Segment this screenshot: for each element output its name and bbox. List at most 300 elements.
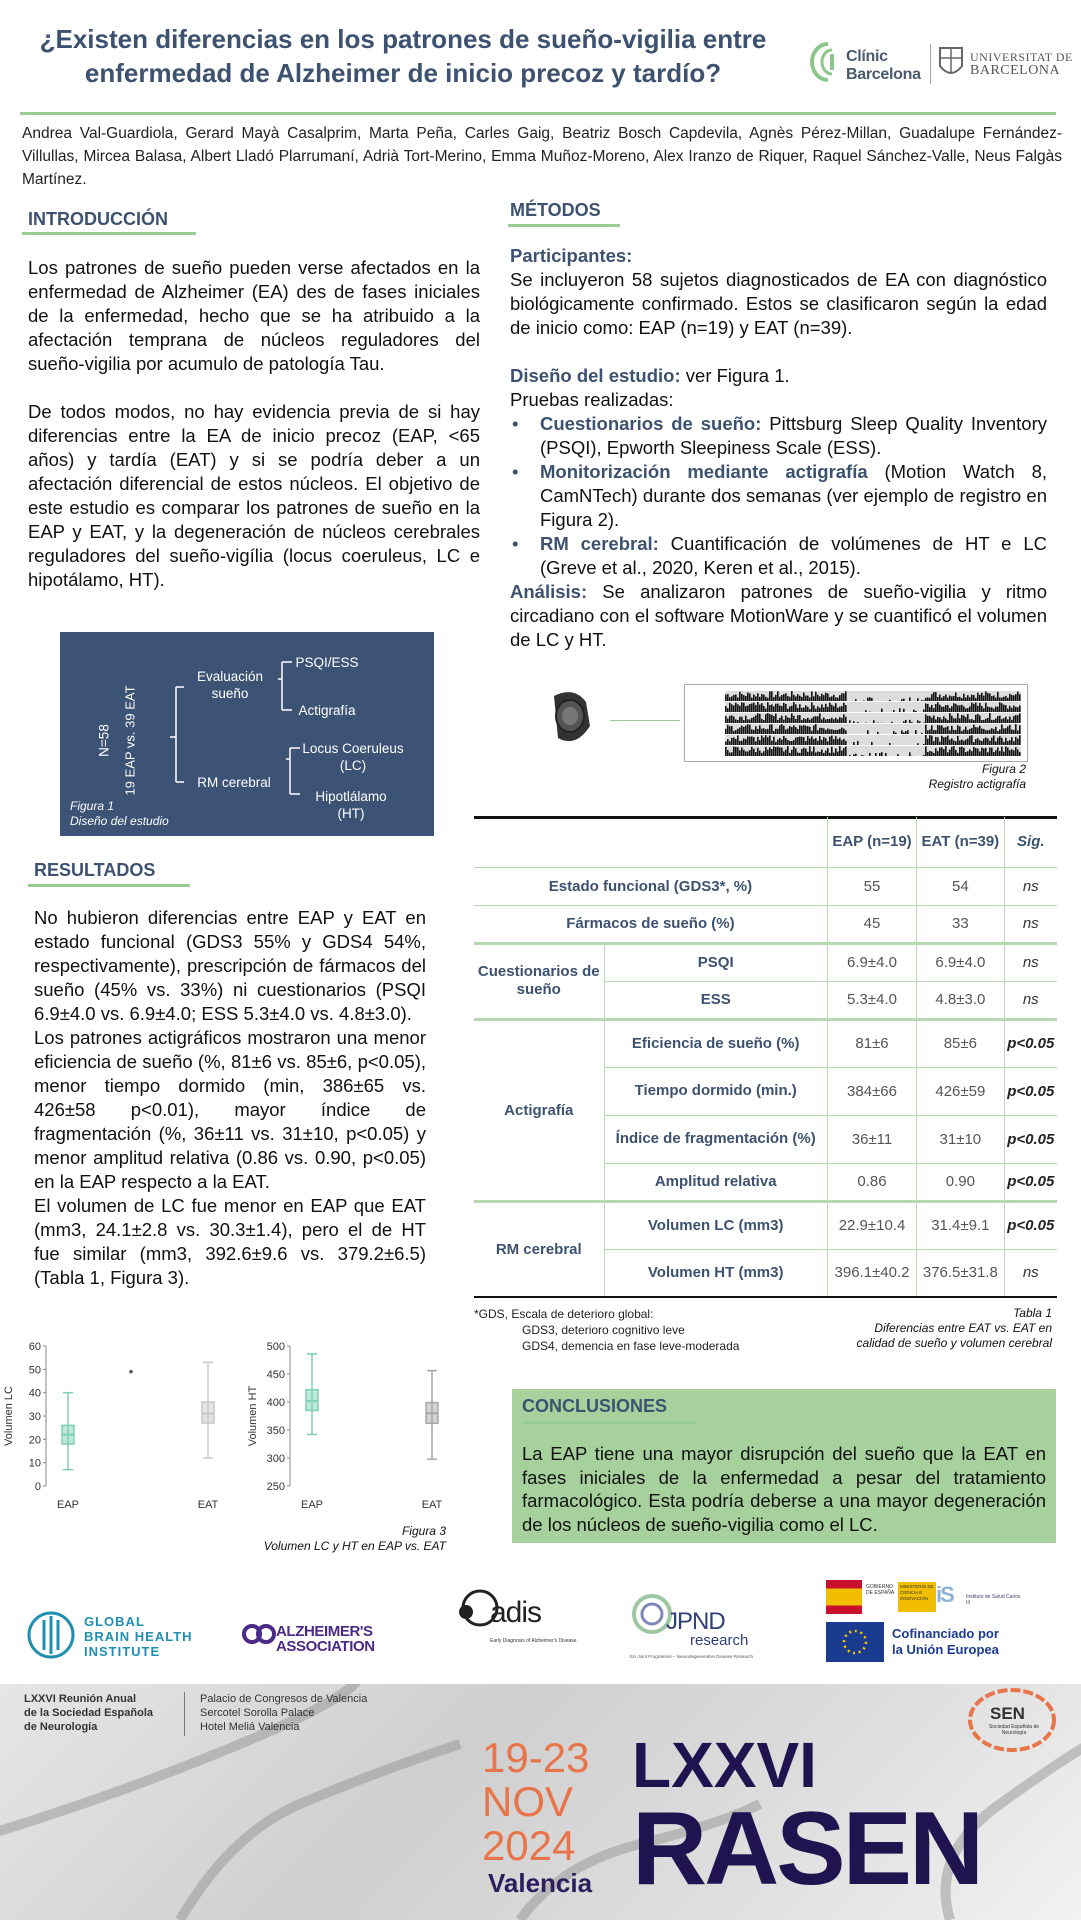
activity-bar — [771, 691, 773, 701]
activity-bar — [813, 696, 815, 701]
table-caption-1: Tabla 1 — [1013, 1306, 1052, 1320]
activity-bar — [941, 707, 943, 712]
figure-1-caption-2: Diseño del estudio — [70, 814, 169, 828]
activity-bar — [1019, 694, 1021, 701]
row-eap: 396.1±40.2 — [827, 1249, 916, 1297]
activity-bar — [1013, 741, 1015, 745]
activity-bar — [843, 693, 845, 701]
activity-bar — [981, 706, 983, 712]
activity-bar — [739, 692, 741, 701]
activity-bar — [947, 698, 949, 701]
activity-bar — [977, 706, 979, 712]
activity-bar — [813, 739, 815, 745]
activity-bar — [839, 746, 841, 756]
activity-bar — [763, 720, 765, 723]
activity-bar — [725, 742, 727, 745]
methods-text — [510, 244, 1047, 652]
activity-bar — [993, 720, 995, 723]
activity-bar — [767, 729, 769, 734]
activity-bar — [1019, 713, 1021, 723]
jpnd-logo — [630, 1592, 764, 1672]
activity-bar — [1003, 729, 1005, 734]
activity-bar — [825, 719, 827, 723]
results-heading-underline — [28, 884, 190, 887]
footnote-3: GDS4, demencia en fase leve-moderada — [522, 1339, 740, 1353]
activity-bar — [937, 702, 939, 712]
activity-bar — [801, 737, 803, 745]
activity-bar — [999, 729, 1001, 734]
activity-bar — [975, 748, 977, 756]
activity-bar — [829, 729, 831, 734]
activity-bar — [937, 725, 939, 734]
activity-bar — [903, 709, 905, 712]
activity-bar — [949, 750, 951, 756]
row-eap: 45 — [827, 905, 916, 943]
activity-bar — [845, 691, 847, 701]
activity-bar — [983, 729, 985, 734]
row-label: Volumen HT (mm3) — [604, 1249, 827, 1297]
activity-bar — [903, 732, 905, 734]
logo-separator — [930, 44, 931, 84]
table-row — [474, 905, 1057, 943]
activity-bar — [897, 754, 899, 756]
activity-bar — [987, 730, 989, 734]
activity-bar — [783, 720, 785, 723]
activity-bar — [803, 718, 805, 723]
activity-bar — [775, 704, 777, 712]
activity-bar — [957, 713, 959, 723]
activity-bar — [1013, 716, 1015, 723]
activity-bar — [805, 749, 807, 756]
activity-bar — [821, 749, 823, 756]
activity-bar — [743, 695, 745, 701]
table-header-sig: Sig. — [1004, 817, 1057, 867]
activity-bar — [809, 727, 811, 734]
activity-bar — [925, 703, 927, 712]
activity-bar — [993, 709, 995, 712]
poster-title — [8, 22, 798, 90]
activity-bar — [937, 717, 939, 723]
activity-bar — [951, 706, 953, 712]
activity-bar — [795, 704, 797, 712]
activity-bar — [773, 737, 775, 745]
activity-bar — [737, 736, 739, 745]
activity-bar — [935, 719, 937, 723]
activity-bar — [783, 694, 785, 701]
activity-bar — [953, 696, 955, 701]
activity-bar — [967, 738, 969, 745]
activity-bar — [1013, 706, 1015, 712]
activity-bar — [827, 728, 829, 734]
activity-bar — [997, 707, 999, 712]
activity-bar — [741, 717, 743, 723]
activity-bar — [791, 741, 793, 745]
isciii-icon: iS — [936, 1582, 953, 1607]
clinic-barcelona-logo — [806, 40, 924, 90]
y-tick-label: 60 — [28, 1341, 41, 1353]
activity-bar — [1009, 750, 1011, 756]
x-tick-label: EAP — [300, 1499, 324, 1511]
row-eat: 426±59 — [917, 1067, 1004, 1115]
activity-bar — [989, 730, 991, 734]
methods-section-header — [510, 200, 601, 221]
activity-bar — [989, 748, 991, 756]
gbhi-text-3: INSTITUTE — [84, 1644, 161, 1659]
activity-bar — [1001, 719, 1003, 723]
y-axis-label: Volumen HT — [247, 1385, 259, 1447]
activity-bar — [843, 748, 845, 756]
activity-bar — [781, 740, 783, 745]
activity-bar — [941, 698, 943, 701]
activity-bar — [777, 740, 779, 745]
methods-heading-underline — [508, 224, 620, 227]
activity-bar — [901, 730, 903, 734]
activity-bar — [869, 697, 871, 701]
activity-bar — [807, 736, 809, 745]
activity-bar — [931, 736, 933, 745]
activity-bar — [803, 737, 805, 745]
table-footnote — [474, 1306, 739, 1354]
results-table — [474, 817, 1057, 1298]
activity-bar — [985, 691, 987, 701]
activity-bar — [739, 717, 741, 723]
activity-bar — [935, 737, 937, 745]
activity-bar — [785, 749, 787, 756]
activity-bar — [741, 741, 743, 745]
activity-bar — [809, 720, 811, 723]
activity-bar — [725, 716, 727, 723]
activity-bar — [1003, 705, 1005, 712]
activity-bar — [983, 748, 985, 756]
activity-bar — [795, 719, 797, 723]
activity-bar — [811, 731, 813, 734]
activity-bar — [791, 691, 793, 701]
activity-bar — [915, 730, 917, 734]
activity-bar — [949, 708, 951, 712]
row-sig: p<0.05 — [1004, 1201, 1057, 1249]
activity-bar — [971, 751, 973, 756]
activity-bar — [845, 730, 847, 734]
activity-bar — [807, 726, 809, 734]
activity-bar — [1011, 708, 1013, 712]
intro-section-header — [28, 209, 168, 230]
sponsor-logos — [0, 1572, 1081, 1672]
results-paragraph-3: El volumen de LC fue menor en EAP que EAT (mm3, 24.1±2.8 vs. 30.3±1.4), pero el de HT fue similar (mm3, 392.6±9.6 vs. 379.2±6.5) (Tabla 1, Figura 3). — [34, 1195, 426, 1288]
activity-bar — [1001, 724, 1003, 734]
activity-bar — [911, 722, 913, 723]
activity-bar — [943, 716, 945, 723]
congress-footer — [0, 1684, 1081, 1920]
activity-bar — [979, 726, 981, 734]
activity-bar — [757, 737, 759, 745]
activity-bar — [1001, 703, 1003, 712]
ministerio-text: MINISTERIO DE CIENCIA E INNOVACIÓN — [898, 1582, 936, 1612]
activity-bar — [795, 748, 797, 756]
activity-bar — [1011, 749, 1013, 756]
dates-days: 19-23 — [482, 1734, 590, 1781]
activity-bar — [929, 730, 931, 734]
activity-bar — [805, 741, 807, 745]
activity-bar — [1009, 717, 1011, 723]
activity-bar — [819, 708, 821, 712]
activity-bar — [807, 696, 809, 701]
activity-bar — [727, 718, 729, 723]
activity-bar — [959, 747, 961, 756]
activity-bar — [993, 735, 995, 745]
footnote-1: *GDS, Escala de deterioro global: — [474, 1307, 654, 1321]
activity-bar — [951, 747, 953, 756]
results-heading: RESULTADOS — [34, 860, 156, 880]
activity-bar — [729, 741, 731, 745]
activity-bar — [749, 737, 751, 745]
activity-bar — [939, 725, 941, 734]
activity-bar — [973, 725, 975, 734]
activity-bar — [969, 736, 971, 745]
activity-bar — [915, 711, 917, 712]
activity-bar — [917, 698, 919, 701]
jpnd-small-text: EU Joint Programme – Neurodegenerative Disease Research — [630, 1654, 754, 1659]
activity-bar — [731, 752, 733, 756]
figure-1-hipotalamo: Hipotlálamo (HT) — [315, 789, 387, 821]
activity-bar — [813, 725, 815, 734]
activity-bar — [803, 725, 805, 734]
methods-tests-label: Pruebas realizadas: — [510, 389, 674, 410]
activity-bar — [797, 708, 799, 712]
activity-bar — [741, 726, 743, 734]
activity-bar — [787, 717, 789, 723]
activity-bar — [763, 728, 765, 734]
activity-bar — [833, 706, 835, 712]
activity-bar — [839, 707, 841, 712]
activity-bar — [755, 696, 757, 701]
activity-bar — [827, 693, 829, 701]
activity-bar — [779, 738, 781, 745]
row-label: Eficiencia de sueño (%) — [604, 1019, 827, 1067]
intro-heading: INTRODUCCIÓN — [28, 209, 168, 229]
activity-bar — [975, 727, 977, 734]
methods-analysis-text: Se analizaron patrones de sueño-vigilia y ritmo circadiano con el software MotionWare y se cuantificó el volumen de LC y HT. — [510, 581, 1047, 650]
activity-bar — [947, 726, 949, 734]
activity-bar — [743, 703, 745, 712]
activity-bar — [969, 697, 971, 701]
activity-bar — [913, 710, 915, 712]
activity-bar — [997, 716, 999, 723]
activity-bar — [1015, 737, 1017, 745]
activity-bar — [957, 725, 959, 734]
activity-bar — [777, 720, 779, 723]
activity-bar — [971, 735, 973, 745]
activity-bar — [945, 727, 947, 734]
activity-bar — [749, 750, 751, 756]
activity-bar — [1017, 749, 1019, 756]
activity-bar — [995, 741, 997, 745]
methods-bullet-questionnaires — [510, 412, 1047, 460]
footnote-2: GDS3, deterioro cognitivo leve — [522, 1323, 685, 1337]
clinic-logo-text-2: Barcelona — [846, 66, 921, 83]
eu-text-2: la Unión Europea — [892, 1642, 999, 1657]
activity-bar — [1003, 742, 1005, 745]
activity-bar — [903, 699, 905, 701]
activity-bar — [825, 693, 827, 701]
eu-flag-icon — [826, 1622, 884, 1662]
activity-bar — [759, 751, 761, 756]
activity-bar — [751, 729, 753, 734]
activity-bar — [811, 751, 813, 756]
activity-bar — [1019, 752, 1021, 756]
activity-bar — [893, 731, 895, 734]
activity-bar — [923, 710, 925, 712]
activity-bar — [757, 693, 759, 701]
activity-bar — [1001, 698, 1003, 701]
activity-bar — [787, 729, 789, 734]
activity-bar — [941, 736, 943, 745]
activity-bar — [837, 698, 839, 701]
activity-bar — [923, 755, 925, 756]
activity-bar — [927, 716, 929, 723]
activity-bar — [781, 706, 783, 712]
activity-bar — [817, 730, 819, 734]
activity-bar — [769, 735, 771, 745]
activity-bar — [747, 751, 749, 756]
row-eat: 85±6 — [917, 1019, 1004, 1067]
activity-bar — [871, 742, 873, 745]
table-header-eat: EAT (n=39) — [917, 817, 1004, 867]
activity-bar — [907, 730, 909, 734]
activity-bar — [959, 718, 961, 723]
activity-bar — [823, 718, 825, 723]
actigraphy-record-image — [684, 684, 1028, 762]
activity-bar — [929, 716, 931, 723]
activity-bar — [753, 749, 755, 756]
congress-number: LXXVI — [632, 1729, 817, 1801]
activity-bar — [827, 748, 829, 756]
activity-bar — [793, 702, 795, 712]
activity-bar — [727, 708, 729, 712]
activity-bar — [823, 737, 825, 745]
activity-bar — [979, 751, 981, 756]
figure-1-study-design — [60, 632, 434, 836]
table-header-row — [474, 817, 1057, 867]
activity-bar — [909, 752, 911, 756]
activity-bar — [785, 716, 787, 723]
activity-bar — [1005, 705, 1007, 712]
activity-bar — [845, 741, 847, 745]
activity-bar — [999, 716, 1001, 723]
activity-bar — [997, 731, 999, 734]
activity-bar — [931, 705, 933, 712]
activity-bar — [843, 739, 845, 745]
intro-paragraph-1: Los patrones de sueño pueden verse afectados en la enfermedad de Alzheimer (EA) des de fases iniciales de la enfermedad, hecho que se ha atribuido a la afectación temprana de núcleos reguladores del sueño-vigilia por acumulo de patología Tau. — [28, 257, 480, 374]
activity-bar — [779, 705, 781, 712]
activity-bar — [939, 695, 941, 701]
activity-bar — [981, 741, 983, 745]
activity-bar — [991, 707, 993, 712]
isciii-logo — [936, 1582, 1021, 1614]
activity-bar — [815, 716, 817, 723]
activity-bar — [987, 752, 989, 756]
bullet-2-text: (Motion Watch 8, CamNTech) durante dos semanas (ver ejemplo de registro en Figura 2). — [540, 461, 1047, 530]
activity-bar — [843, 714, 845, 723]
adis-subtext: Early Diagnosis of Alzheimer's Disease — [490, 1638, 577, 1644]
activity-bar — [811, 702, 813, 712]
activity-bar — [841, 740, 843, 745]
adis-text: adis — [490, 1596, 542, 1629]
activity-bar — [935, 748, 937, 756]
activity-bar — [855, 699, 857, 701]
activity-bar — [873, 720, 875, 723]
activity-bar — [965, 708, 967, 712]
activity-bar — [771, 741, 773, 745]
activity-bar — [743, 727, 745, 734]
activity-bar — [797, 715, 799, 723]
activity-bar — [979, 740, 981, 745]
activity-bar — [789, 726, 791, 734]
results-paragraph-2: Los patrones actigráficos mostraron una menor eficiencia de sueño (%, 81±6 vs. 85±6, p<0.05), menor tiempo dormido (min, 386±65 vs. 426±58 p<0.01), mayor índice de fragmentación (%, 36±11 vs. 31±10, p<0.05) y menor amplitud relativa (0.86 vs. 0.90, p<0.05) en la EAP respecto a la EAT. — [34, 1027, 426, 1192]
activity-bar — [973, 704, 975, 712]
activity-bar — [817, 695, 819, 701]
activity-bar — [781, 716, 783, 723]
activity-bar — [973, 747, 975, 756]
activity-bar — [931, 718, 933, 723]
activity-bar — [757, 713, 759, 723]
activity-bar — [927, 697, 929, 701]
eu-text-1: Cofinanciado por — [892, 1626, 999, 1641]
figure-1-caption-1: Figura 1 — [70, 799, 115, 813]
gbhi-logo — [26, 1610, 216, 1660]
activity-bar — [925, 698, 927, 701]
activity-bar — [739, 706, 741, 712]
figure-1-actigrafia: Actigrafía — [298, 703, 356, 718]
activity-bar — [811, 718, 813, 723]
bullet-3-text: Cuantificación de volúmenes de HT e LC (Greve et al., 2020, Keren et al., 2015). — [540, 533, 1047, 578]
activity-bar — [1013, 695, 1015, 701]
activity-bar — [781, 695, 783, 701]
row-eat: 54 — [917, 867, 1004, 905]
row-eat: 4.8±3.0 — [917, 981, 1004, 1019]
sen-text: SEN — [990, 1704, 1025, 1723]
activity-bar — [979, 695, 981, 701]
activity-bar — [977, 693, 979, 701]
activity-bar — [889, 743, 891, 745]
figure-3-caption-1: Figura 3 — [401, 1524, 446, 1538]
activity-bar — [987, 693, 989, 701]
y-tick-label: 500 — [266, 1341, 285, 1353]
activity-bar — [957, 753, 959, 756]
activity-bar — [785, 693, 787, 701]
clinic-logo-icon — [806, 40, 842, 84]
table-caption-3: calidad de sueño y volumen cerebral — [856, 1336, 1052, 1350]
activity-bar — [743, 750, 745, 756]
activity-bar — [941, 725, 943, 734]
activity-bar — [835, 748, 837, 756]
activity-bar — [857, 722, 859, 723]
figure-1-eval-sueno: Evaluación sueño — [196, 669, 264, 701]
row-label: ESS — [604, 981, 827, 1019]
activity-bar — [777, 704, 779, 712]
activity-bar — [945, 705, 947, 712]
activity-bar — [747, 719, 749, 723]
activity-bar — [1019, 725, 1021, 734]
activity-bar — [817, 751, 819, 756]
activity-bar — [945, 746, 947, 756]
activity-bar — [785, 730, 787, 734]
row-eat: 33 — [917, 905, 1004, 943]
activity-bar — [855, 754, 857, 756]
activity-bar — [731, 715, 733, 723]
watch-icon — [546, 686, 602, 750]
congress-name: RASEN — [632, 1791, 982, 1907]
gbhi-text-1: GLOBAL — [84, 1614, 145, 1629]
